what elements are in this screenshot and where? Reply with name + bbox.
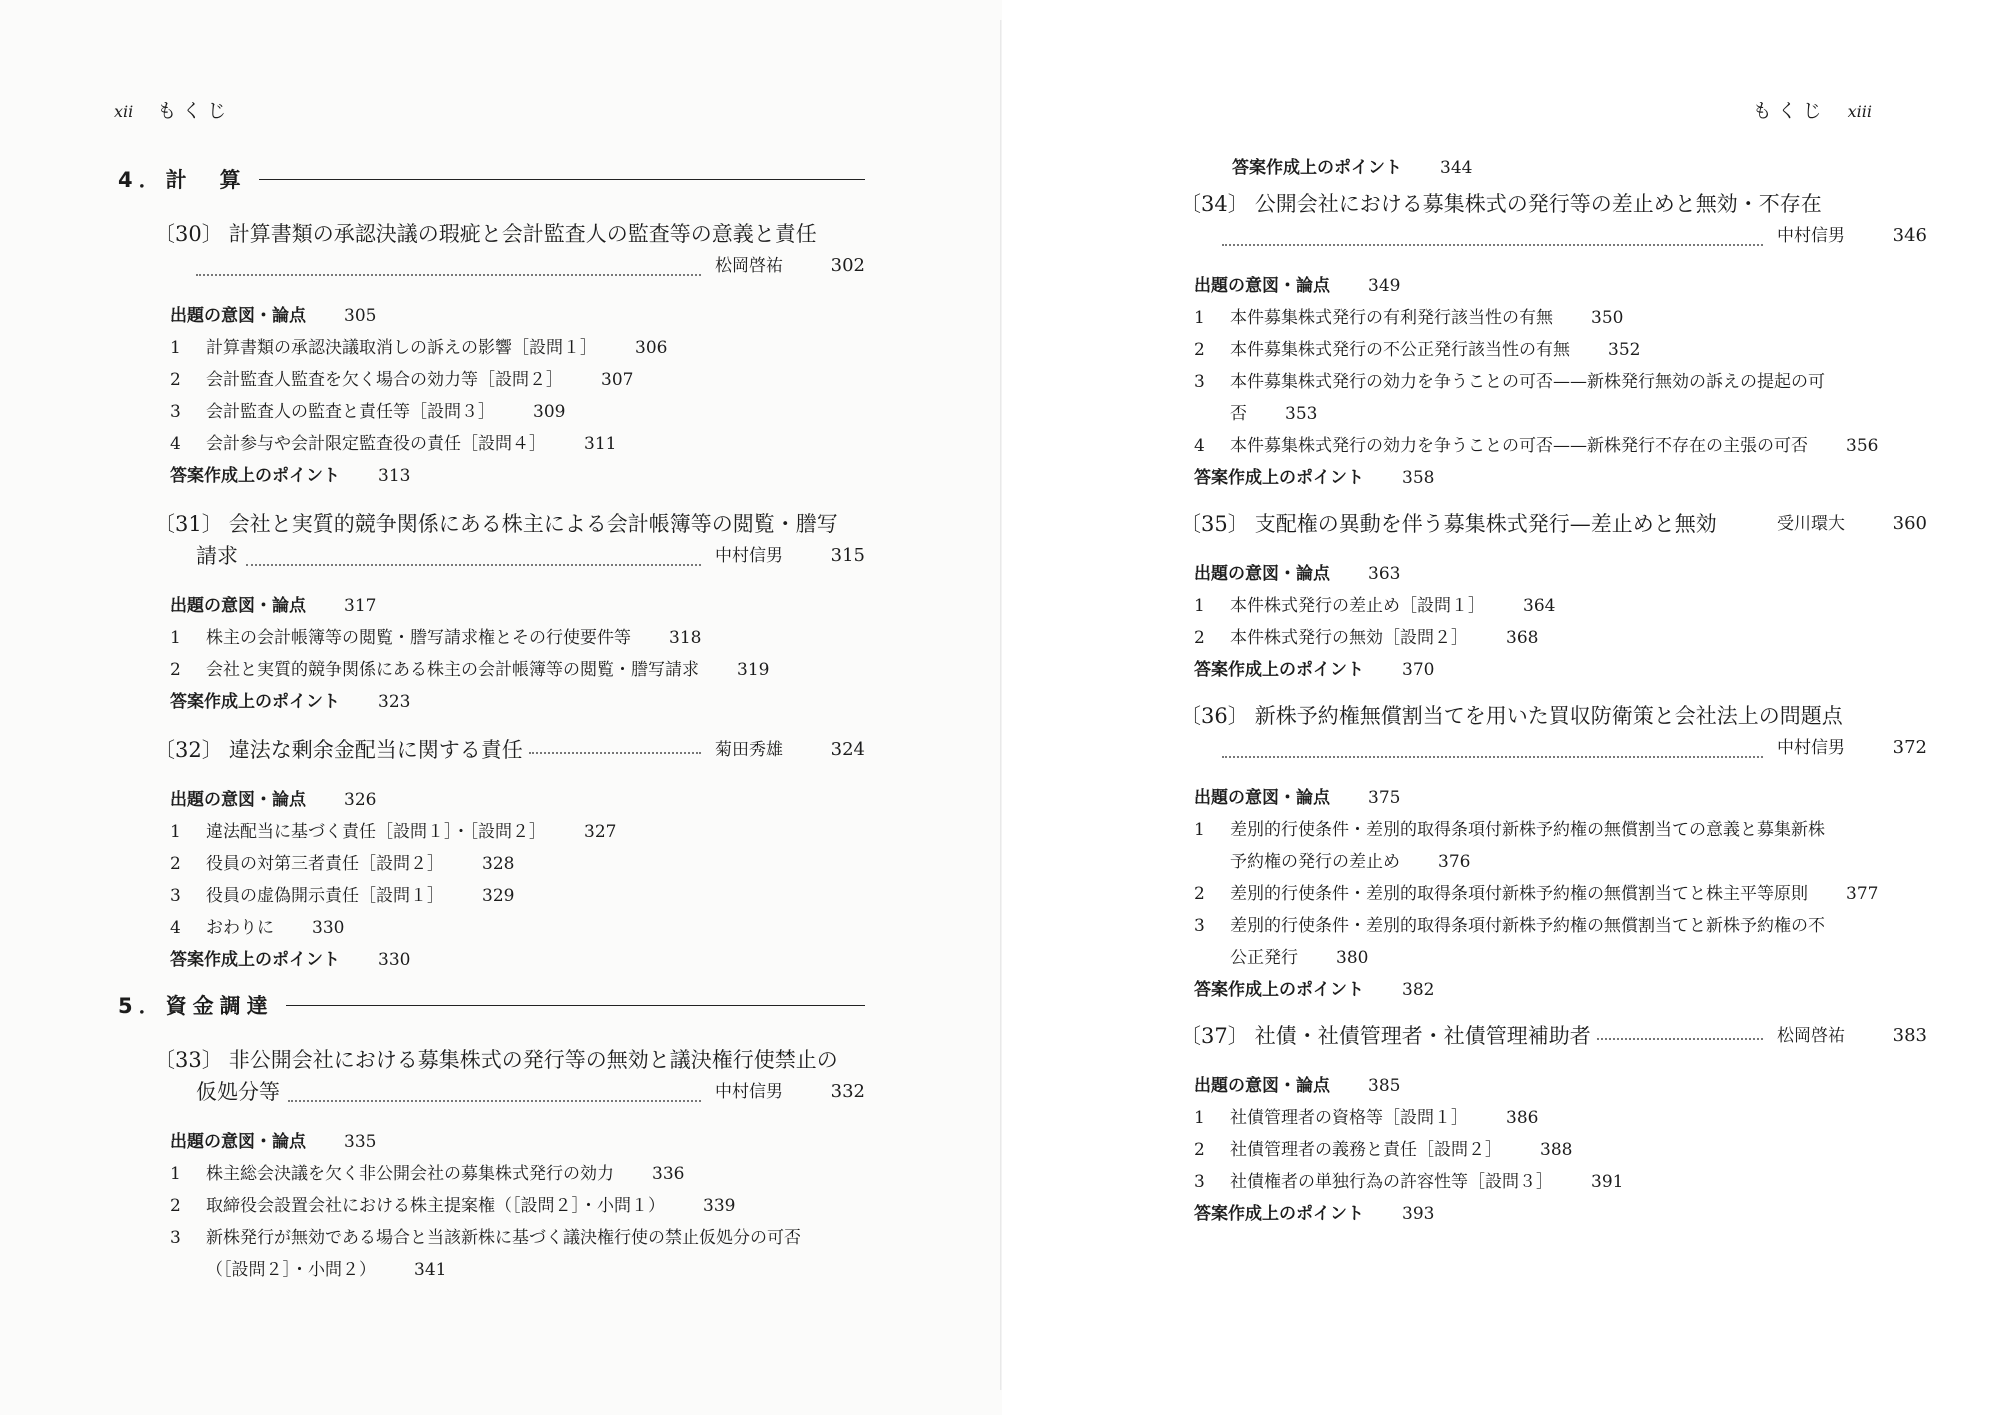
points-line[interactable]: 答案作成上のポイント 323 xyxy=(170,692,411,712)
toc-item[interactable]: 3 社債権者の単独行為の許容性等［設問３］ 391 xyxy=(1194,1172,1624,1192)
toc-item[interactable]: 2 本件株式発行の無効［設問２］ 368 xyxy=(1194,628,1539,648)
intent-line[interactable]: 出題の意図・論点 326 xyxy=(170,790,377,810)
problem-36[interactable] xyxy=(1180,700,1927,764)
toc-item[interactable]: 1 株主総会決議を欠く非公開会社の募集株式発行の効力 336 xyxy=(170,1164,685,1184)
header-title: もくじ xyxy=(1752,100,1828,122)
toc-item[interactable]: 1 計算書類の承認決議取消しの訴えの影響［設問１］ 306 xyxy=(170,338,668,358)
problem-title: 会社と実質的競争関係にある株主による会計帳簿等の閲覧・謄写 xyxy=(228,512,838,536)
toc-item[interactable]: 1 社債管理者の資格等［設問１］ 386 xyxy=(1194,1108,1539,1128)
page-ref: 360 xyxy=(1892,513,1927,534)
page-number: xiii xyxy=(1847,102,1872,121)
problem-number: 〔30〕 xyxy=(154,222,223,246)
author: 中村信男 xyxy=(1777,738,1845,758)
problem-30[interactable] xyxy=(118,218,865,282)
intent-line[interactable]: 出題の意図・論点 363 xyxy=(1194,564,1401,584)
toc-item[interactable]: 1 本件募集株式発行の有利発行該当性の有無 350 xyxy=(1194,308,1624,328)
section-rule xyxy=(259,179,865,180)
problem-number: 〔35〕 xyxy=(1180,512,1249,536)
page-header-right xyxy=(1753,96,1872,123)
toc-item[interactable]: 3 新株発行が無効である場合と当該新株に基づく議決権行使の禁止仮処分の可否 （［設問２］・小問２） 341 xyxy=(170,1228,801,1280)
toc-item[interactable]: 2 社債管理者の義務と責任［設問２］ 388 xyxy=(1194,1140,1573,1160)
problem-title: 非公開会社における募集株式の発行等の無効と議決権行使禁止の xyxy=(228,1048,838,1072)
leader-dots xyxy=(1597,1020,1763,1040)
toc-item[interactable]: 4 おわりに 330 xyxy=(170,918,345,938)
points-line[interactable]: 答案作成上のポイント 382 xyxy=(1194,980,1435,1000)
problem-35[interactable] xyxy=(1180,508,1927,540)
problem-title-cont: 仮処分等 xyxy=(196,1080,280,1104)
intent-line[interactable]: 出題の意図・論点 349 xyxy=(1194,276,1401,296)
intent-line[interactable]: 出題の意図・論点 375 xyxy=(1194,788,1401,808)
leader-dots xyxy=(529,734,701,754)
problem-title: 新株予約権無償割当てを用いた買収防衛策と会社法上の問題点 xyxy=(1254,704,1843,728)
page-ref: 332 xyxy=(830,1081,865,1102)
leader-dots xyxy=(196,256,701,276)
toc-item[interactable]: 3 本件募集株式発行の効力を争うことの可否——新株発行無効の訴えの提起の可 否 353 xyxy=(1194,372,1825,424)
problem-32[interactable] xyxy=(118,734,865,766)
problem-number: 〔31〕 xyxy=(154,512,223,536)
points-line[interactable]: 答案作成上のポイント 358 xyxy=(1194,468,1435,488)
toc-item[interactable]: 4 本件募集株式発行の効力を争うことの可否——新株発行不存在の主張の可否 356 xyxy=(1194,436,1879,456)
problem-33[interactable] xyxy=(118,1044,865,1108)
points-line[interactable]: 答案作成上のポイント 393 xyxy=(1194,1204,1435,1224)
toc-item[interactable]: 4 会計参与や会計限定監査役の責任［設問４］ 311 xyxy=(170,434,617,454)
toc-item[interactable]: 2 取締役会設置会社における株主提案権（［設問２］・小問１） 339 xyxy=(170,1196,736,1216)
problem-title: 支配権の異動を伴う募集株式発行—差止めと無効 xyxy=(1254,512,1717,536)
toc-item[interactable]: 2 会計監査人監査を欠く場合の効力等［設問２］ 307 xyxy=(170,370,634,390)
toc-item[interactable]: 1 差別的行使条件・差別的取得条項付新株予約権の無償割当ての意義と募集新株 予約権の発行の差止め 376 xyxy=(1194,820,1825,872)
toc-item[interactable]: 2 本件募集株式発行の不公正発行該当性の有無 352 xyxy=(1194,340,1641,360)
problem-number: 〔32〕 xyxy=(154,738,223,762)
problem-37[interactable] xyxy=(1180,1020,1927,1052)
points-line[interactable]: 答案作成上のポイント 313 xyxy=(170,466,411,486)
points-line[interactable]: 答案作成上のポイント 330 xyxy=(170,950,411,970)
section-rule xyxy=(286,1005,865,1006)
page-ref: 383 xyxy=(1892,1025,1927,1046)
problem-title: 計算書類の承認決議の瑕疵と会計監査人の監査等の意義と責任 xyxy=(228,222,817,246)
right-page xyxy=(1002,0,2000,1415)
toc-item[interactable]: 2 差別的行使条件・差別的取得条項付新株予約権の無償割当てと株主平等原則 377 xyxy=(1194,884,1879,904)
author: 中村信男 xyxy=(715,1082,783,1102)
toc-item[interactable]: 3 会計監査人の監査と責任等［設問３］ 309 xyxy=(170,402,566,422)
intent-line[interactable]: 出題の意図・論点 335 xyxy=(170,1132,377,1152)
page-ref: 346 xyxy=(1892,225,1927,246)
problem-number: 〔34〕 xyxy=(1180,192,1249,216)
toc-item[interactable]: 2 役員の対第三者責任［設問２］ 328 xyxy=(170,854,515,874)
page-ref: 372 xyxy=(1892,737,1927,758)
author: 菊田秀雄 xyxy=(715,740,783,760)
problem-34[interactable] xyxy=(1180,188,1927,252)
problem-number: 〔36〕 xyxy=(1180,704,1249,728)
leader-dots xyxy=(1222,738,1763,758)
points-line[interactable]: 答案作成上のポイント 344 xyxy=(1232,158,1473,178)
page-ref: 302 xyxy=(830,255,865,276)
problem-31[interactable] xyxy=(118,508,865,572)
author: 中村信男 xyxy=(715,546,783,566)
page-header-left xyxy=(114,96,232,123)
author: 中村信男 xyxy=(1777,226,1845,246)
intent-line[interactable]: 出題の意図・論点 317 xyxy=(170,596,377,616)
toc-left xyxy=(118,152,865,1286)
header-title: もくじ xyxy=(157,100,233,122)
author: 受川環大 xyxy=(1777,514,1845,534)
section-heading-4: 4．計 算 xyxy=(118,164,865,194)
page-ref: 324 xyxy=(830,739,865,760)
toc-item[interactable]: 1 株主の会計帳簿等の閲覧・謄写請求権とその行使要件等 318 xyxy=(170,628,702,648)
author: 松岡啓祐 xyxy=(1777,1026,1845,1046)
leader-dots xyxy=(1222,226,1763,246)
toc-item[interactable]: 2 会社と実質的競争関係にある株主の会計帳簿等の閲覧・謄写請求 319 xyxy=(170,660,770,680)
intent-line[interactable]: 出題の意図・論点 385 xyxy=(1194,1076,1401,1096)
page-number: xii xyxy=(114,102,134,121)
problem-title: 公開会社における募集株式の発行等の差止めと無効・不存在 xyxy=(1254,192,1822,216)
author: 松岡啓祐 xyxy=(715,256,783,276)
section-heading-5: 5．資金調達 xyxy=(118,990,865,1020)
problem-number: 〔33〕 xyxy=(154,1048,223,1072)
intent-line[interactable]: 出題の意図・論点 305 xyxy=(170,306,377,326)
problem-title-cont: 請求 xyxy=(196,544,238,568)
toc-right xyxy=(1180,152,1927,1230)
toc-item[interactable]: 3 差別的行使条件・差別的取得条項付新株予約権の無償割当てと新株予約権の不 公正発行 380 xyxy=(1194,916,1825,968)
toc-item[interactable]: 1 違法配当に基づく責任［設問１］・［設問２］ 327 xyxy=(170,822,617,842)
toc-item[interactable]: 1 本件株式発行の差止め［設問１］ 364 xyxy=(1194,596,1556,616)
toc-item[interactable]: 3 役員の虚偽開示責任［設問１］ 329 xyxy=(170,886,515,906)
leader-dots xyxy=(288,1082,701,1102)
leader-dots xyxy=(246,546,701,566)
problem-title: 違法な剰余金配当に関する責任 xyxy=(228,738,523,762)
page-ref: 315 xyxy=(830,545,865,566)
problem-title: 社債・社債管理者・社債管理補助者 xyxy=(1254,1024,1591,1048)
points-line[interactable]: 答案作成上のポイント 370 xyxy=(1194,660,1435,680)
problem-number: 〔37〕 xyxy=(1180,1024,1249,1048)
